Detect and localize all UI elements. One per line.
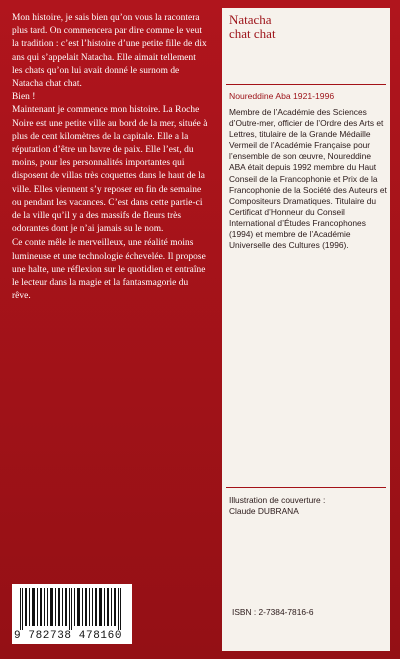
barcode — [12, 584, 132, 644]
info-panel — [222, 8, 390, 651]
isbn-text: ISBN : 2-7384-7816-6 — [232, 607, 314, 617]
synopsis-paragraph-1: Mon histoire, je sais bien qu’on vous la racontera plus tard. On commencera par dire comme le veut la tradition : c’est l’histoire d’une petite fille de dix ans qui s’appelait Natacha. Elle aimait tellement les chats qu’on lui avait donné le surnom de Natacha chat chat. — [12, 13, 207, 90]
cover-credit-name: Claude DUBRANA — [229, 506, 299, 517]
cover-credit-label: Illustration de couverture : — [229, 495, 326, 505]
synopsis-text — [12, 12, 208, 303]
book-title-line-2: chat chat — [229, 26, 276, 41]
book-title-line-1: Natacha — [229, 12, 272, 27]
divider-top — [226, 84, 386, 85]
synopsis-paragraph-4: Ce conte mêle le merveilleux, une réalité moins lumineuse et une technologie échevelée. Il propose une halte, une réflexion sur le quotidien et entraîne le lecteur dans la magie et la fantasmagorie du rêve. — [12, 238, 206, 302]
author-bio: Membre de l’Académie des Sciences d’Outre-mer, officier de l’Ordre des Arts et Lettres, titulaire de la Grande Médaille Vermeil de l’Académie Française pour l’ensemble de son œuvre, Noureddine ABA était depuis 1992 membre du Haut Conseil de la Francophonie et Prix de la Francophonie de la Société des Auteurs et Compositeurs Dramatiques. Titulaire du Certificat d’Honneur du Conseil International d’Études Francophones (1994) et membre de l’Académie Universelle des Cultures (1996). — [229, 107, 387, 251]
synopsis-paragraph-3: Maintenant je commence mon histoire. La Roche Noire est une petite ville au bord de la mer, située à plus de cent kilomètres de la capitale. Elle a la réputation d’être un havre de paix. Elle l’est, du moins, pour les personnalités importantes qui disposent de villas très coquettes dans le haut de la ville. Elles viennent s’y reposer en fin de semaine ou pendant les vacances. C’est dans cette partie-ci de la ville qu’il y a des massifs de fleurs très odorantes dont je n’ai jamais su le nom. — [12, 105, 208, 235]
divider-middle — [226, 487, 386, 488]
synopsis-paragraph-2: Bien ! — [12, 92, 36, 103]
barcode-number: 9 782738 478160 — [14, 630, 123, 642]
author-line: Noureddine Aba 1921-1996 — [229, 91, 335, 101]
cover-credit — [229, 495, 387, 517]
book-title — [229, 13, 276, 41]
barcode-bars — [18, 588, 126, 630]
